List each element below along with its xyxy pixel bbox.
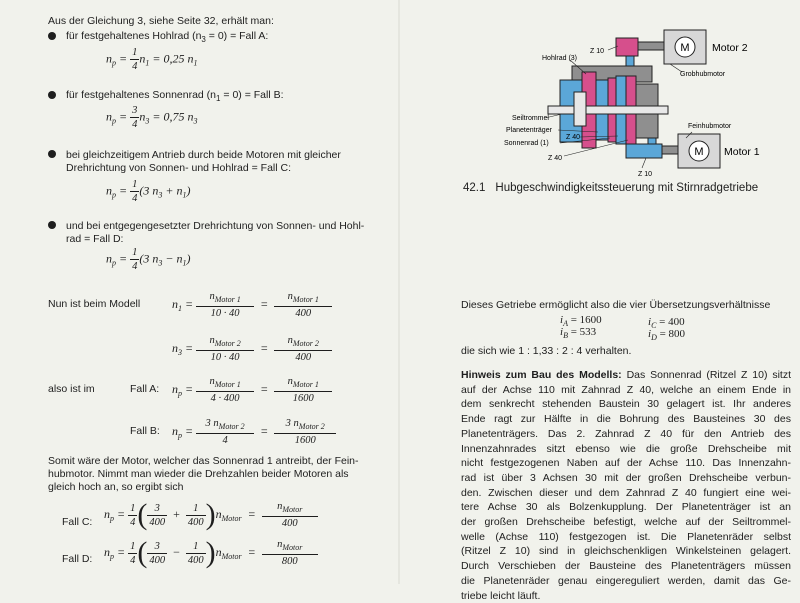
hint-line-2: auf der Achse 110 mit Zahnrad Z 40, welche an einem Ende in xyxy=(461,383,791,396)
fall-c-label: Fall C: xyxy=(62,516,93,528)
case-c-line2: Drehrichtung von Sonnen- und Hohlrad = Fall C: xyxy=(66,162,292,174)
ratio-a: $i_A = 1600$ xyxy=(560,314,602,329)
construction-hint xyxy=(461,368,791,603)
hint-line-16: triebe leicht läuft. xyxy=(461,589,541,602)
case-c-line1: bei gleichzeitigem Antrieb durch beide Motoren mit gleicher xyxy=(66,149,341,161)
hint-line-12: welle (Achse 110) festgezogen ist. Die Planetenräder selbst xyxy=(461,530,791,543)
case-d-line2: rad = Fall D: xyxy=(66,233,124,245)
label-hohlrad: Hohlrad (3) xyxy=(542,55,578,62)
equation-fall-a: $n_p$ = $\frac{n_{Motor 1}}{4 \cdot 400}$ = $\frac{n_{Motor 1}}{1600}$ xyxy=(172,375,332,405)
equation-fall-b: $n_p$ = $\frac{3 n_{Motor 2}}{4}$ = $\frac{3 n_{Motor 2}}{1600}$ xyxy=(172,417,336,447)
equation-n3: $n_3$ = $\frac{n_{Motor 2}}{10 \cdot 40}$ = $\frac{n_{Motor 2}}{400}$ xyxy=(172,334,332,364)
fall-a-label: Fall A: xyxy=(130,383,160,395)
hint-line-15: die Planetenräder genau eingereguliert werden, damit das Ge- xyxy=(461,574,791,587)
intro-text: Aus der Gleichung 3, siehe Seite 32, erhält man: xyxy=(48,15,274,27)
equation-fall-d: $n_p$ = $\frac{1}{4}$ ( $\frac{3}{400}$ − $\frac{1}{400}$ )$n_{Motor}$ = $\frac{n_{Motor}}{800}$ xyxy=(104,538,318,568)
equation-fall-c: $n_p$ = $\frac{1}{4}$ ( $\frac{3}{400}$ + $\frac{1}{400}$ )$n_{Motor}$ = $\frac{n_{Motor}}{400}$ xyxy=(104,500,318,530)
motor1-shaft xyxy=(662,146,678,154)
label-z10-bottom: Z 10 xyxy=(638,171,653,178)
somit-line2: hubmotor. Nimmt man wieder die Drehzahlen beider Motoren als xyxy=(48,468,349,480)
label-motor1: Motor 1 xyxy=(724,146,760,158)
equation-b: $n_p$ = $\frac{3}{4}$ $n_3 = 0,75$ $n_3$ xyxy=(106,105,198,130)
ratio-b: $i_B = 533$ xyxy=(560,326,597,341)
hint-line-11: der großen Drehscheibe befestigt, welche auf der Seiltrommel- xyxy=(461,516,791,529)
label-planetentraeger: Planetenträger xyxy=(506,127,552,134)
case-d-line1: und bei entgegengesetzter Drehrichtung von Sonnen- und Hohl- xyxy=(66,220,365,232)
hint-line-13: (Ritzel Z 10) sind in gleichschenkligen Winkelsteinen gelagert. xyxy=(461,545,791,558)
bullet-c xyxy=(48,150,56,158)
also-label: also ist im xyxy=(48,383,95,395)
hint-line-8: rad ist über 3 Achsen 30 mit der großen Drehscheibe verbun- xyxy=(461,471,791,484)
left-block xyxy=(574,92,586,126)
main-axle xyxy=(548,106,668,114)
gear-diagram xyxy=(500,20,790,180)
hint-line-4: Ende ragt zur Hälfte in die Bohrung des Bausteines 30 des xyxy=(461,413,791,426)
label-feinhubmotor: Feinhubmotor xyxy=(688,123,732,130)
motor1-m: M xyxy=(694,146,704,158)
case-a-text: für festgehaltenes Hohlrad $(n_3 = 0)$ = Fall A: xyxy=(66,30,269,45)
hint-line-1: Hinweis zum Bau des Modells: Das Sonnenrad (Ritzel Z 10) sitzt xyxy=(461,369,791,381)
label-z40-b: Z 40 xyxy=(548,155,563,162)
fall-d-label: Fall D: xyxy=(62,553,93,565)
figure-caption: 42.1 Hubgeschwindigkeitssteuerung mit Stirnradgetriebe xyxy=(463,182,759,194)
bullet-a xyxy=(48,32,56,40)
ratio-intro: Dieses Getriebe ermöglicht also die vier Übersetzungsverhältnisse xyxy=(461,299,771,311)
hint-line-9: den. Zwischen dieser und dem Zahnrad Z 40 fungiert eine wei- xyxy=(461,486,791,499)
ratio-c: $i_C = 400$ xyxy=(648,316,685,331)
hint-line-3: dem senkrecht stehenden Baustein 30 gelagert ist. Ihr anderes xyxy=(461,398,791,411)
hint-line-6: Innenzahnrades sitzt ebenso wie die große Drehscheibe mit xyxy=(461,442,791,455)
z10-bottom-gear xyxy=(626,144,662,158)
page-gutter xyxy=(398,0,400,584)
bullet-b xyxy=(48,91,56,99)
label-seiltrommel: Seiltrommel xyxy=(512,115,549,122)
label-grobhubmotor: Grobhubmotor xyxy=(680,71,726,78)
label-z10-top: Z 10 xyxy=(590,48,605,55)
model-label: Nun ist beim Modell xyxy=(48,298,141,310)
somit-line1: Somit wäre der Motor, welcher das Sonnenrad 1 antreibt, der Fein- xyxy=(48,455,359,467)
case-b-text: für festgehaltenes Sonnenrad $(n_1 = 0)$ = Fall B: xyxy=(66,89,284,104)
z10-top-gear xyxy=(616,38,638,56)
label-sonnenrad: Sonnenrad (1) xyxy=(504,140,549,147)
hint-line-7: nicht festgezogenen Naben auf der Achse 110. Das Innenzahn- xyxy=(461,457,791,470)
motor2-m: M xyxy=(680,42,690,54)
motor2-shaft xyxy=(638,42,664,50)
label-z40-a: Z 40 xyxy=(566,134,581,141)
bullet-d xyxy=(48,221,56,229)
hint-line-5: Planetenträgers. Das 2. Zahnrad Z 40 für den Antrieb des xyxy=(461,427,791,440)
somit-line3: gleich hoch an, so ergibt sich xyxy=(48,481,184,493)
equation-a: $n_p$ = $\frac{1}{4}$ $n_1 = 0,25$ $n_1$ xyxy=(106,47,198,72)
equation-c: $n_p$ = $\frac{1}{4}$ (3 $n_3 + n_1$) xyxy=(106,179,191,204)
fall-b-label: Fall B: xyxy=(130,425,160,437)
ratio-d: $i_D = 800$ xyxy=(648,328,686,343)
equation-d: $n_p$ = $\frac{1}{4}$ (3 $n_3 - n_1$) xyxy=(106,247,191,272)
equation-n1: $n_1$ = $\frac{n_{Motor 1}}{10 \cdot 40}$ = $\frac{n_{Motor 1}}{400}$ xyxy=(172,290,332,320)
label-motor2: Motor 2 xyxy=(712,42,748,54)
hint-line-10: tere Achse 30 als Bolzenkupplung. Der Planetenträger ist an xyxy=(461,501,791,514)
ratio-outro: die sich wie 1 : 1,33 : 2 : 4 verhalten. xyxy=(461,345,632,357)
hint-line-14: Durch Verschieben der Bausteine des Planetenträgers müssen xyxy=(461,560,791,573)
